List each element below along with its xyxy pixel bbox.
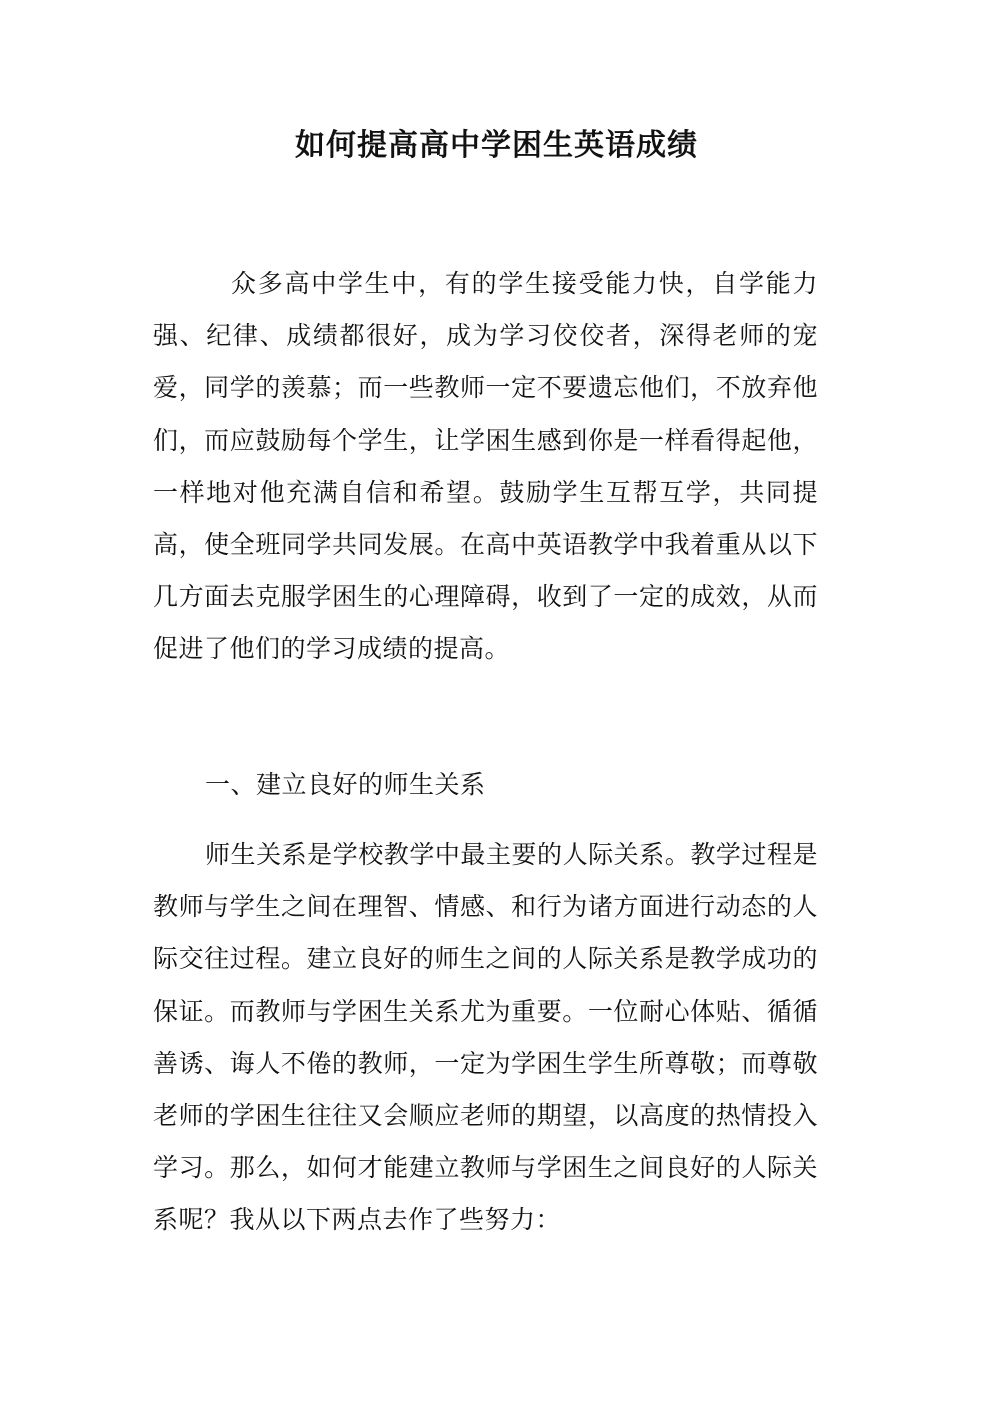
document-title: 如何提高高中学困生英语成绩 [295, 128, 698, 163]
intro-paragraph: 众多高中学生中，有的学生接受能力快，自学能力强、纪律、成绩都很好，成为学习佼佼者，深得老师的宠爱，同学的羡慕；而一些教师一定不要遗忘他们，不放弃他们，而应鼓励每个学生，让学困生感到你是一样看得起他，一样地对他充满自信和希望。鼓励学生互帮互学，共同提高，使全班同学共同发展。在高中英语教学中我着重从以下几方面去克服学困生的心理障碍，收到了一定的成效，从而促进了他们的学习成绩的提高。 [153, 269, 818, 664]
section-one-paragraph: 师生关系是学校教学中最主要的人际关系。教学过程是教师与学生之间在理智、情感、和行为诸方面进行动态的人际交往过程。建立良好的师生之间的人际关系是教学成功的保证。而教师与学困生关系尤为重要。一位耐心体贴、循循善诱、诲人不倦的教师，一定为学困生学生所尊敬；而尊敬老师的学困生往往又会顺应老师的期望，以高度的热情投入学习。那么，如何才能建立教师与学困生之间良好的人际关系呢？我从以下两点去作了些努力： [153, 840, 818, 1235]
section-one-heading: 一、建立良好的师生关系 [205, 770, 486, 799]
